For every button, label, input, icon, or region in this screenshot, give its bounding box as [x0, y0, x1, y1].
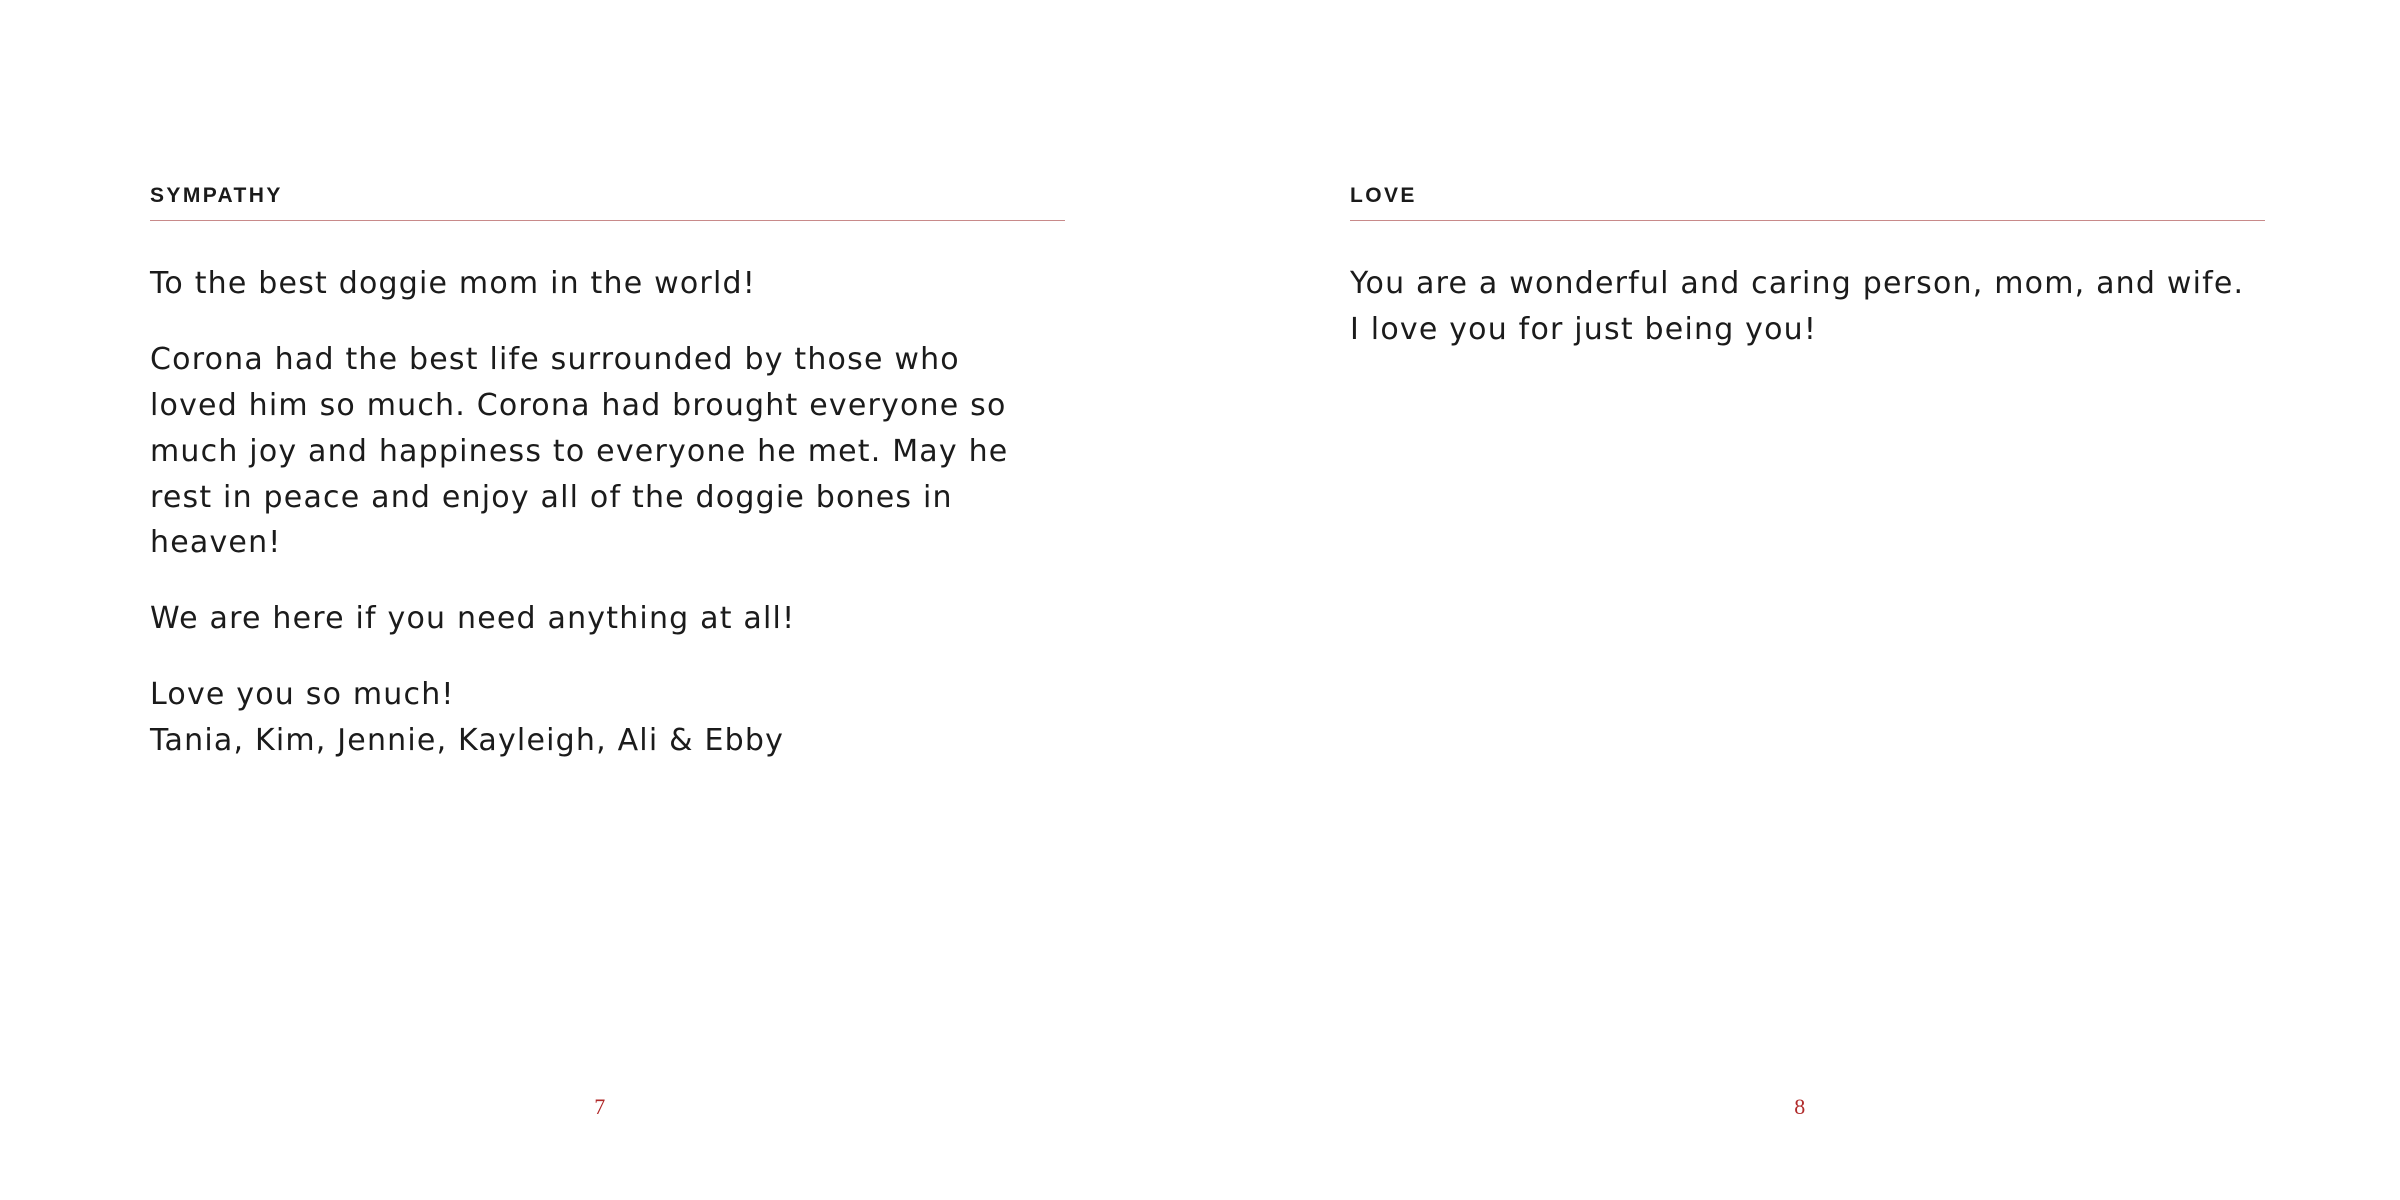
section-title-sympathy: SYMPATHY [150, 184, 283, 207]
page-right-content [1350, 185, 2265, 1200]
message-paragraph: You are a wonderful and caring person, mom, and wife. I love you for just being you! [1350, 266, 2245, 347]
message-paragraph: We are here if you need anything at all! [150, 601, 796, 637]
page-right [1200, 0, 2400, 1200]
message-signature: Tania, Kim, Jennie, Kayleigh, Ali & Ebby [150, 723, 785, 759]
section-divider-right [1350, 220, 2265, 221]
message-paragraph: To the best doggie mom in the world! [150, 266, 756, 301]
section-divider-left [150, 220, 1065, 221]
message-body-left [150, 261, 1065, 764]
page-number-left: 7 [594, 1094, 606, 1119]
message-closing: Love you so much! [150, 677, 455, 713]
section-title-love: LOVE [1350, 184, 1417, 207]
page-left-content [150, 185, 1065, 1200]
message-body-right [1350, 261, 2265, 353]
page-number-right: 8 [1794, 1094, 1806, 1119]
message-paragraph: Corona had the best life surrounded by those who loved him so much. Corona had brought everyone so much joy and happiness to everyone he met. May he rest in peace and enjoy all of the doggie bones in heaven! [150, 341, 1009, 561]
